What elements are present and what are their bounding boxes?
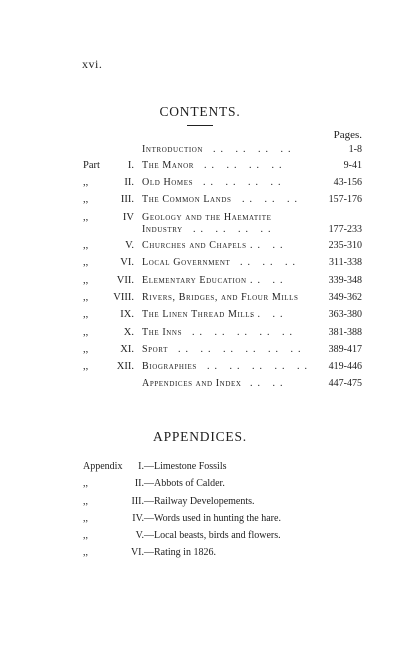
contents-row-title: Industry [142,224,183,235]
appendix-row [0,478,400,492]
contents-row-pages: 235-310 [328,240,362,251]
contents-row-pages: 339-348 [328,275,362,286]
contents-row-title: Introduction [142,144,204,155]
contents-row [0,224,400,238]
contents-row-title: Churches and Chapels [142,240,247,251]
appendix-row-title: —Limestone Fossils [144,461,227,472]
contents-row-part: ,, [83,309,89,320]
appendix-row-prefix: ,, [83,496,88,507]
contents-row [0,378,400,392]
appendix-row-roman: IV. [132,513,144,524]
contents-row-roman: V. [125,240,134,251]
contents-row-part: ,, [83,240,89,251]
appendix-row-title: —Local beasts, birds and flowers. [144,530,281,541]
contents-row-dots: .. .. [250,378,288,389]
contents-row-roman: XII. [116,361,134,372]
contents-row [0,160,400,174]
contents-row-title: Geology and the Haematite [142,212,272,223]
contents-row-dots: .. .. .. [242,194,302,205]
contents-row-title: Old Homes [142,177,194,188]
contents-row-part: Part [83,160,100,171]
contents-row-pages: 349-362 [328,292,362,303]
contents-row [0,275,400,289]
contents-row-pages: 1-8 [348,144,362,155]
contents-row [0,240,400,254]
contents-row-title: The Linen Thread Mills [142,309,255,320]
contents-row-roman: I. [127,160,134,171]
contents-row [0,177,400,191]
appendix-row-roman: VI. [130,547,144,558]
contents-row-title: The Inns [142,327,183,338]
contents-row-roman: VII. [116,275,134,286]
contents-row-pages: 389-417 [328,344,362,355]
contents-row-title: Local Government [142,257,231,268]
contents-row-dots: .. .. [250,240,288,251]
contents-row-part: ,, [83,361,89,372]
contents-row-title: Rivers, Bridges, and Flour Mills [142,292,299,303]
contents-row [0,361,400,375]
contents-row-part: ,, [83,344,89,355]
contents-row-title: The Manor [142,160,195,171]
contents-row [0,144,400,158]
appendix-row-title: —Abbots of Calder. [144,478,225,489]
contents-row-dots: .. .. .. [240,257,300,268]
page-number: xvi. [82,57,103,71]
contents-row-title: Elementary Education [142,275,247,286]
contents-row-dots: .. .. .. .. .. [192,327,297,338]
contents-row-title: Biographies [142,361,197,372]
contents-row-roman: II. [124,177,134,188]
contents-row-pages: 363-380 [328,309,362,320]
contents-row-part: ,, [83,194,89,205]
contents-row-dots: .. .. [250,275,288,286]
appendix-row-title: —Railway Developements. [144,496,255,507]
contents-row-dots: .. .. .. .. [213,144,296,155]
contents-row-part: ,, [83,177,89,188]
contents-row-pages: 157-176 [328,194,362,205]
appendix-row-roman: III. [131,496,144,507]
contents-row [0,344,400,358]
appendix-row-prefix: ,, [83,478,88,489]
appendix-row-title: —Words used in hunting the hare. [144,513,281,524]
contents-row-part: ,, [83,212,89,223]
appendices-heading: APPENDICES. [153,429,247,444]
contents-row-pages: 381-388 [328,327,362,338]
contents-heading-rule [187,125,213,126]
contents-row-roman: X. [123,327,134,338]
contents-row-part: ,, [83,292,89,303]
contents-row-dots: .. .. .. .. [204,160,287,171]
contents-row-dots: .. .. .. .. [193,224,276,235]
contents-row-roman: XI. [120,344,134,355]
appendix-row-roman: I. [138,461,144,472]
appendix-row-roman: II. [134,478,144,489]
appendix-row-prefix: ,, [83,547,88,558]
appendix-row-roman: V. [135,530,144,541]
contents-row-dots: .. .. [250,309,288,320]
contents-row [0,292,400,306]
contents-row-title: Sport [142,344,169,355]
appendix-row [0,513,400,527]
appendix-row-prefix: Appendix [83,461,123,472]
contents-row [0,194,400,208]
contents-row-pages: 447-475 [328,378,362,389]
appendix-row [0,461,400,475]
appendix-row [0,547,400,561]
contents-row [0,327,400,341]
contents-heading: CONTENTS. [159,104,241,119]
contents-row-roman: IV [122,212,134,223]
pages-column-header: Pages. [333,129,362,141]
contents-row-part: ,, [83,275,89,286]
contents-row-part: ,, [83,257,89,268]
contents-row-roman: III. [120,194,134,205]
contents-row-dots: .. .. .. .. .. .. [178,344,306,355]
appendix-row-title: —Rating in 1826. [144,547,216,558]
contents-row-roman: VIII. [113,292,134,303]
contents-row-pages: 43-156 [333,177,362,188]
appendix-row [0,530,400,544]
contents-row-title: The Common Lands [142,194,232,205]
appendix-row-prefix: ,, [83,513,88,524]
contents-row-part: ,, [83,327,89,338]
contents-row-roman: IX. [120,309,134,320]
contents-row-pages: 177-233 [328,224,362,235]
contents-row-dots: .. .. .. .. [203,177,286,188]
contents-row-pages: 311-338 [329,257,362,268]
appendix-row [0,496,400,510]
contents-row-title: Appendices and Index [142,378,242,389]
contents-row [0,257,400,271]
contents-row-dots: .. .. .. .. .. [207,361,312,372]
contents-row-roman: VI. [120,257,134,268]
contents-row-pages: 9-41 [343,160,362,171]
contents-row-pages: 419-446 [328,361,362,372]
contents-row [0,309,400,323]
appendix-row-prefix: ,, [83,530,88,541]
